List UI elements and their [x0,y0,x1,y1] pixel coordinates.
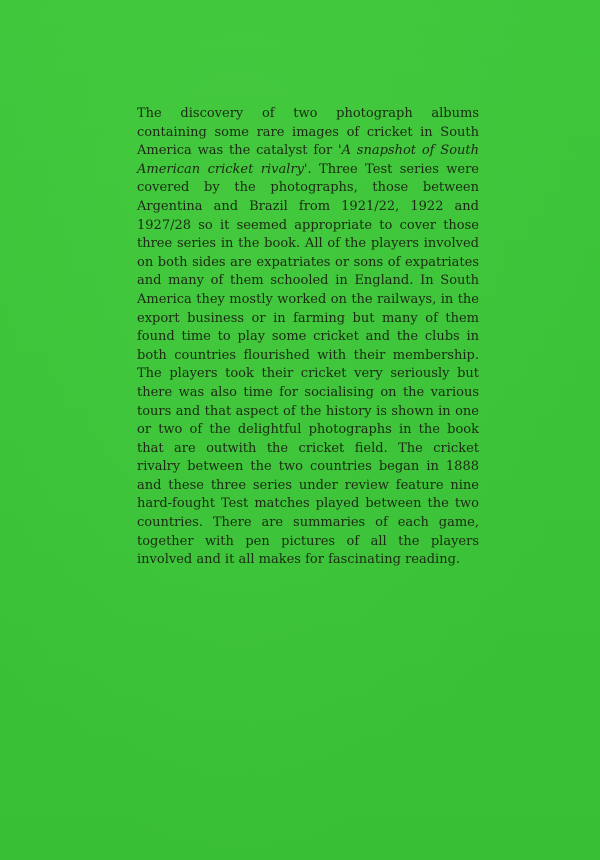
book-title: 'A snapshot of South American cricket rivalry' [137,143,479,177]
blurb-intro: The discovery of two photograph albums containing some rare images of cricket in South America was the catalyst for [137,106,479,159]
blurb-paragraph [137,105,479,570]
blurb-body: . Three Test series were covered by the photographs, those between Argentina and Brazil from 1921/22, 1922 and 1927/28 so it seemed appropriate to cover those three series in the book. All of the players involved on both sides are expatriates or sons of expatriates and many of them schooled in England. In South America they mostly worked on the railways, in the export business or in farming but many of them found time to play some cricket and the clubs in both countries flourished with their membership. The players took their cricket very seriously but there was also time for socialising on the various tours and that aspect of the history is shown in one or two of the delightful photographs in the book that are outwith the cricket field. The cricket rivalry between the two countries began in 1888 and these three series under review feature nine hard-fought Test matches played between the two countries. There are summaries of each game, together with pen pictures of all the players involved and it all makes for fascinating reading. [137,161,480,568]
